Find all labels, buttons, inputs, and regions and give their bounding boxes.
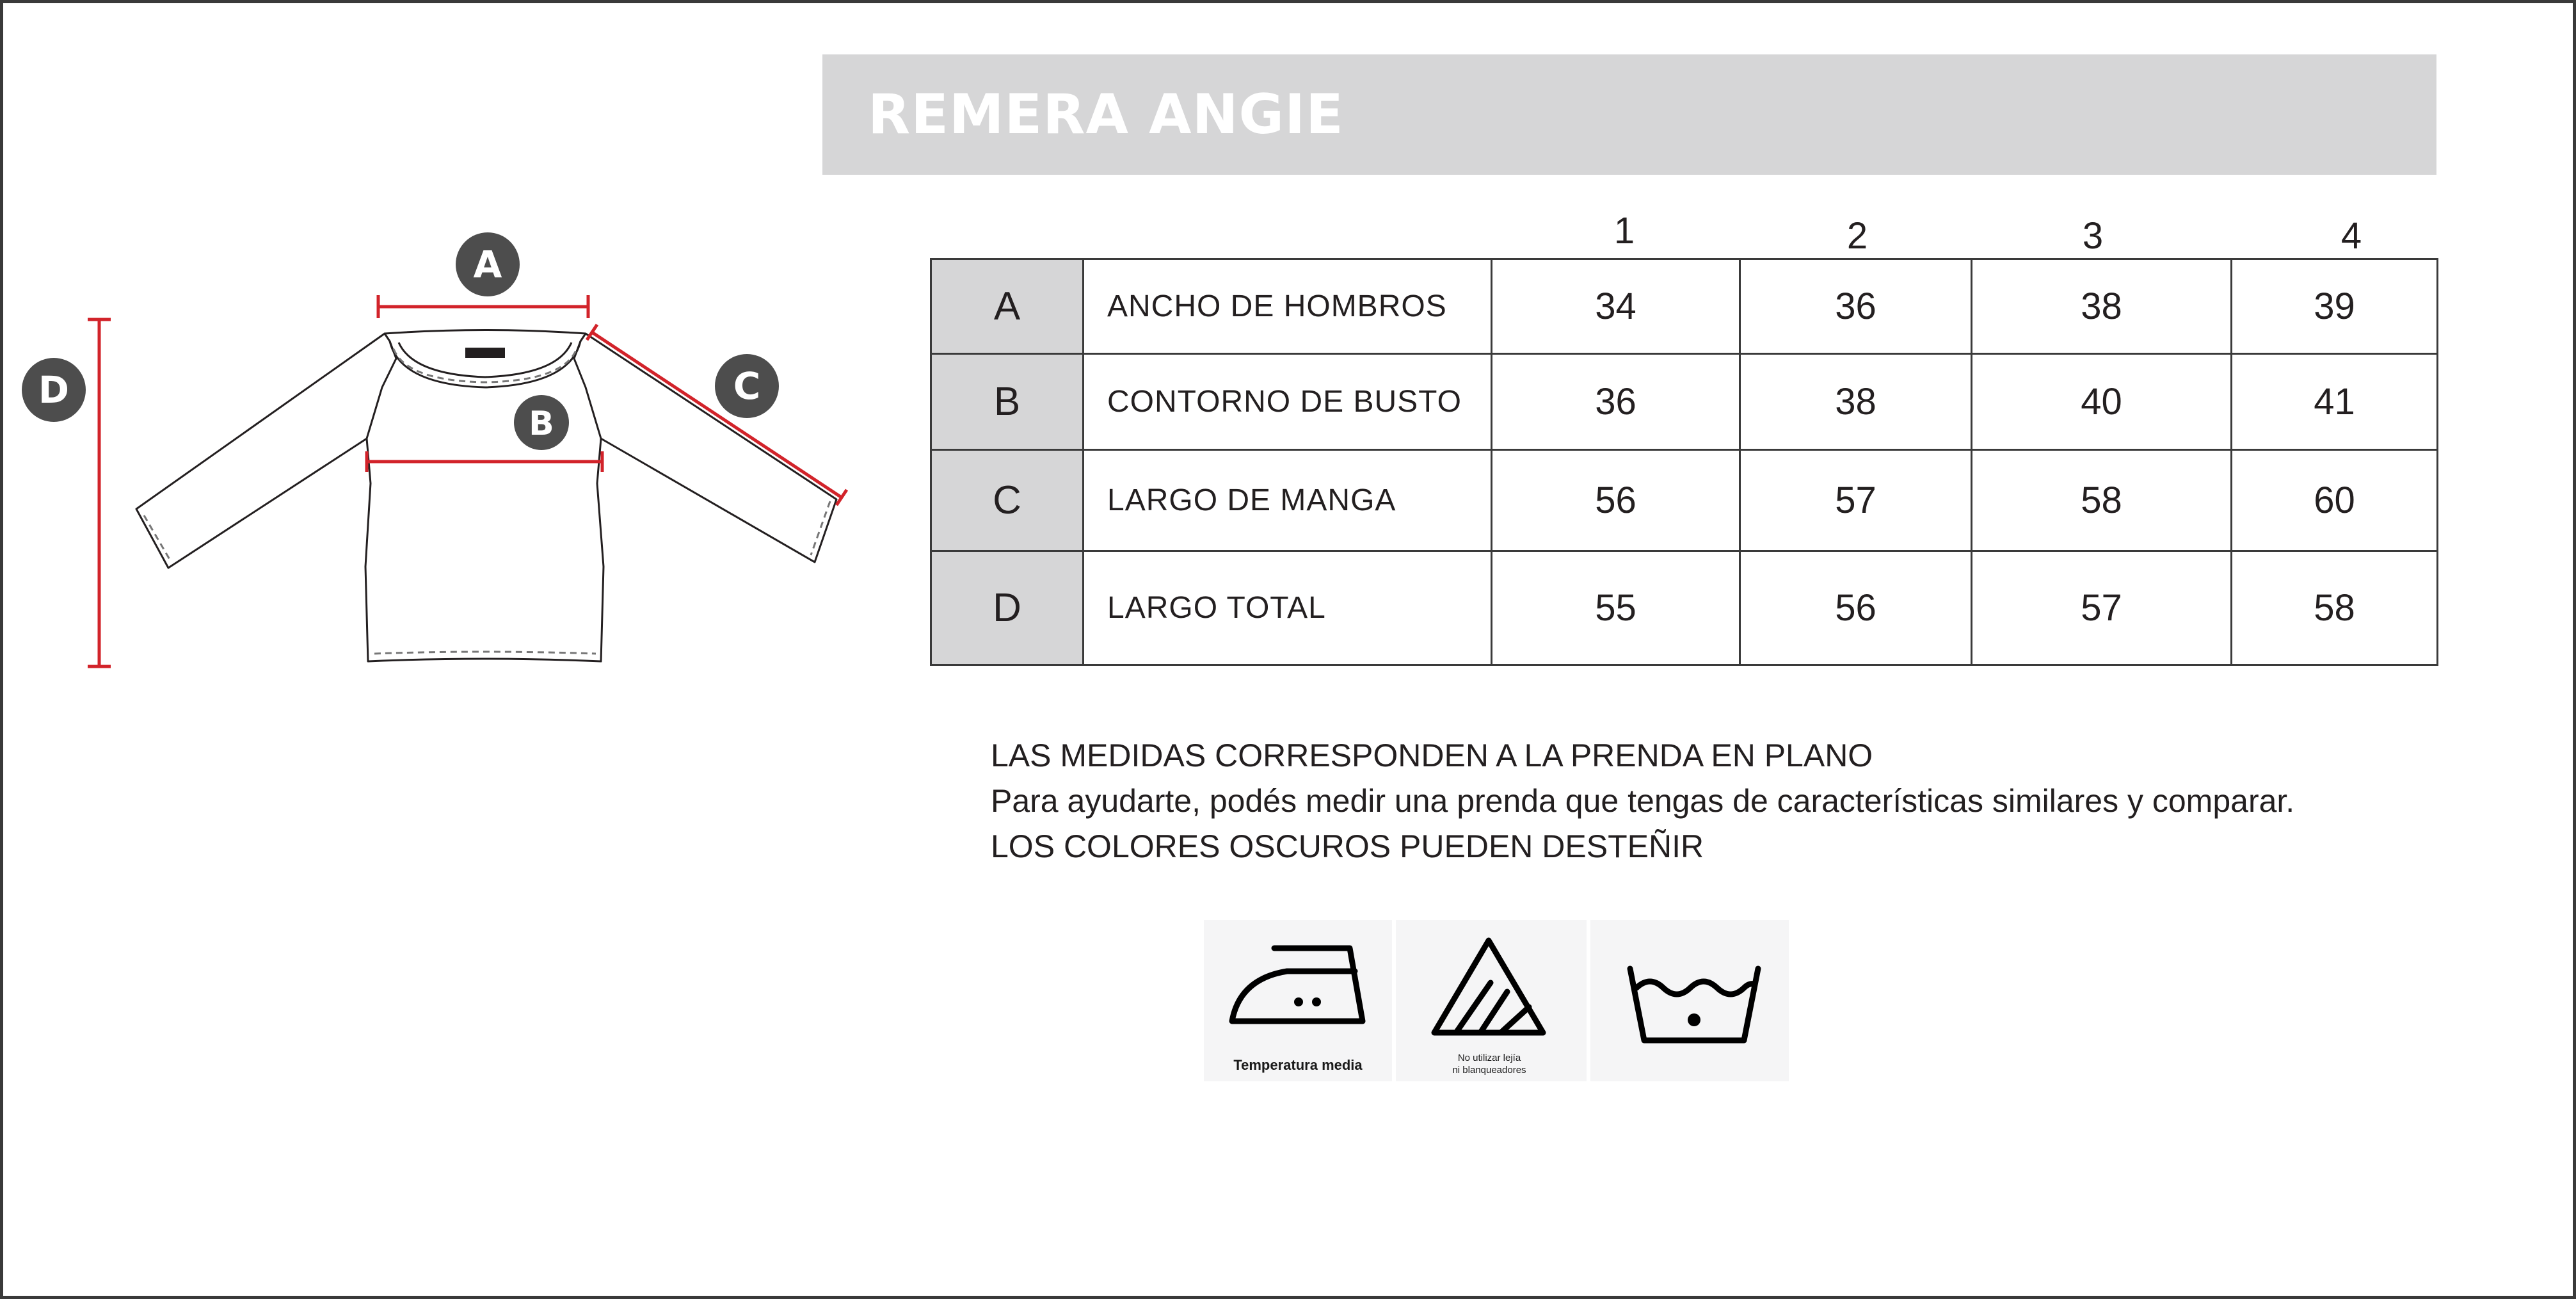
measure-value: 58 <box>1972 450 2232 551</box>
table-row <box>931 354 2438 450</box>
neck-label <box>465 348 505 358</box>
no-bleach-label-line2: ni blanqueadores <box>1452 1065 1526 1076</box>
measure-value: 56 <box>1492 450 1740 551</box>
marker-d <box>22 358 86 422</box>
marker-c-label: C <box>733 364 761 408</box>
measure-value: 57 <box>1740 450 1972 551</box>
measure-name: LARGO DE MANGA <box>1084 450 1492 551</box>
measure-value: 60 <box>2232 450 2438 551</box>
measure-value: 57 <box>1972 551 2232 665</box>
no-bleach-label <box>1392 1052 1587 1076</box>
row-code: A <box>931 259 1084 354</box>
size-header-4: 4 <box>2340 215 2362 257</box>
note-compare-garment: Para ayudarte, podés medir una prenda que tengas de características similares y comparar. <box>991 783 2295 819</box>
wash-basin-icon <box>1626 962 1762 1045</box>
measure-value: 39 <box>2232 259 2438 354</box>
size-header-1: 1 <box>1613 210 1635 252</box>
iron-label: Temperatura media <box>1233 1057 1363 1073</box>
garment-measurement-diagram <box>3 214 874 701</box>
measurement-notes <box>991 733 2294 869</box>
table-row <box>931 259 2438 354</box>
table-row <box>931 551 2438 665</box>
measure-value: 40 <box>1972 354 2232 450</box>
marker-b <box>514 395 569 450</box>
marker-a <box>456 232 520 296</box>
note-dark-colors: LOS COLORES OSCUROS PUEDEN DESTEÑIR <box>991 828 1704 864</box>
measure-value: 56 <box>1740 551 1972 665</box>
measure-value: 36 <box>1492 354 1740 450</box>
marker-a-label: A <box>473 243 502 286</box>
row-code: B <box>931 354 1084 450</box>
no-bleach-label-line1: No utilizar lejía <box>1457 1053 1521 1063</box>
row-code: C <box>931 450 1084 551</box>
size-header-3: 3 <box>2082 215 2104 257</box>
measure-value: 34 <box>1492 259 1740 354</box>
measure-value: 41 <box>2232 354 2438 450</box>
row-code: D <box>931 551 1084 665</box>
measure-value: 38 <box>1740 354 1972 450</box>
marker-d-label: D <box>38 368 70 412</box>
measure-name: ANCHO DE HOMBROS <box>1084 259 1492 354</box>
measure-value: 36 <box>1740 259 1972 354</box>
title-bar <box>822 54 2436 175</box>
size-table <box>930 258 2438 666</box>
measure-value: 58 <box>2232 551 2438 665</box>
size-header-2: 2 <box>1846 215 1868 257</box>
marker-b-label: B <box>529 405 554 443</box>
note-flat-measurements: LAS MEDIDAS CORRESPONDEN A LA PRENDA EN PLANO <box>991 738 1873 773</box>
measure-value: 38 <box>1972 259 2232 354</box>
table-row <box>931 450 2438 551</box>
iron-medium-temperature-icon <box>1227 939 1369 1029</box>
measure-value: 55 <box>1492 551 1740 665</box>
page-title: REMERA ANGIE <box>868 83 1344 147</box>
measure-name: LARGO TOTAL <box>1084 551 1492 665</box>
care-symbols <box>1204 920 1789 1081</box>
measure-name: CONTORNO DE BUSTO <box>1084 354 1492 450</box>
no-bleach-icon <box>1429 935 1548 1038</box>
marker-c <box>715 354 779 418</box>
